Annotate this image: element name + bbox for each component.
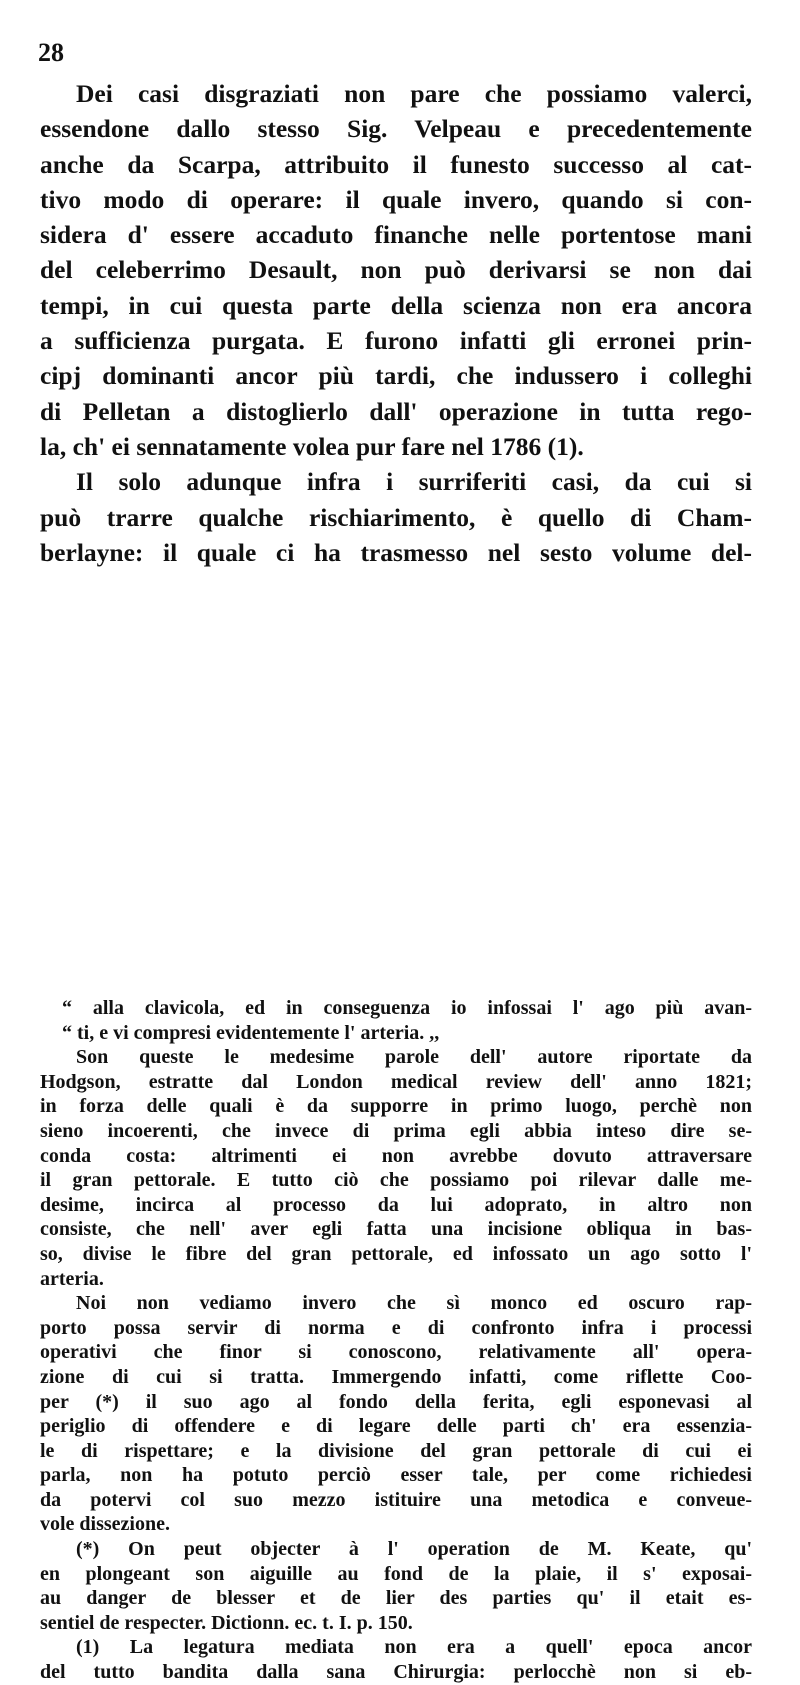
text-line: cipj dominanti ancor più tardi, che indussero i colleghi (40, 361, 752, 391)
text-line: anche da Scarpa, attribuito il funesto successo al cat- (40, 149, 752, 179)
comment-line: Hodgson, estratte dal London medical review dell' anno 1821; (40, 1070, 752, 1093)
comment-line: il gran pettorale. E tutto ciò che possiamo poi rilevar dalle me- (40, 1169, 752, 1192)
footnote-line: del tutto bandita dalla sana Chirurgia: perlocchè non si eb- (40, 1661, 752, 1684)
paragraph-line: da potervi col suo mezzo istituire una metodica e conveue- (40, 1488, 752, 1511)
paragraph-line: Noi non vediamo invero che sì monco ed oscuro rap- (76, 1292, 752, 1315)
paragraph-line: operativi che finor si conoscono, relativamente all' opera- (40, 1341, 752, 1364)
footnote-line: (*) On peut objecter à l' operation de M. Keate, qu' (76, 1538, 752, 1561)
text-line: la, ch' ei sennatamente volea pur fare nel 1786 (1). (40, 431, 584, 461)
text-line: a sufficienza purgata. E furono infatti gli erronei prin- (40, 326, 752, 356)
comment-line: sieno incoerenti, che invece di prima egli abbia inteso dire se- (40, 1119, 752, 1142)
footnote-line: sentiel de respecter. Dictionn. ec. t. I. p. 150. (40, 1611, 413, 1634)
comment-line: desime, incirca al processo da lui adoprato, in altro non (40, 1193, 752, 1216)
text-line: può trarre qualche rischiarimento, è quello di Cham- (40, 502, 752, 532)
text-line: berlayne: il quale ci ha trasmesso nel sesto volume del- (40, 537, 752, 567)
paragraph-line: per (*) il suo ago al fondo della ferita, egli esponevasi al (40, 1390, 752, 1413)
quote-line: “ alla clavicola, ed in conseguenza io infossai l' ago più avan- (62, 997, 752, 1019)
footnote-line: (1) La legatura mediata non era a quell' epoca ancor (76, 1636, 752, 1659)
page-number: 28 (38, 38, 64, 67)
paragraph-line: vole dissezione. (40, 1513, 170, 1536)
paragraph-line: parla, non ha potuto perciò esser tale, per come richiedesi (40, 1464, 752, 1487)
text-line: essendone dallo stesso Sig. Velpeau e precedentemente (40, 114, 752, 144)
comment-line: arteria. (40, 1267, 104, 1290)
comment-line: Son queste le medesime parole dell' autore riportate da (76, 1046, 752, 1069)
text-line: del celeberrimo Desault, non può derivarsi se non dai (40, 255, 752, 285)
footnote-line: en plongeant son aiguille au fond de la plaie, il s' exposai- (40, 1562, 752, 1585)
paragraph-line: le di rispettare; e la divisione del gran pettorale di cui ei (40, 1439, 752, 1462)
quote-line: “ ti, e vi compresi evidentemente l' arteria. ,, (62, 1021, 440, 1044)
paragraph-line: periglio di offendere e di legare delle parti ch' era essenzia- (40, 1415, 752, 1438)
paragraph-line: porto possa servir di norma e di confronto infra i processi (40, 1316, 752, 1339)
text-line: sidera d' essere accaduto finanche nelle portentose mani (40, 220, 752, 250)
comment-line: so, divise le fibre del gran pettorale, ed infossato un ago sotto l' (40, 1242, 752, 1265)
paragraph-line: zione di cui si tratta. Immergendo infatti, come riflette Coo- (40, 1365, 752, 1388)
comment-line: consiste, che nell' aver egli fatta una incisione obliqua in bas- (40, 1218, 752, 1241)
text-line: di Pelletan a distoglierlo dall' operazione in tutta rego- (40, 396, 752, 426)
text-line: Il solo adunque infra i surriferiti casi, da cui si (76, 467, 752, 497)
footnote-line: au danger de blesser et de lier des parties qu' il etait es- (40, 1587, 752, 1610)
text-line: Dei casi disgraziati non pare che possiamo valerci, (76, 79, 752, 108)
text-line: tivo modo di operare: il quale invero, quando si con- (40, 184, 752, 214)
text-line: tempi, in cui questa parte della scienza non era ancora (40, 290, 752, 320)
comment-line: conda costa: altrimenti ei non avrebbe dovuto attraversare (40, 1144, 752, 1167)
small-text (40, 996, 752, 1685)
main-text (40, 76, 752, 570)
comment-line: in forza delle quali è da supporre in primo luogo, perchè non (40, 1095, 752, 1118)
